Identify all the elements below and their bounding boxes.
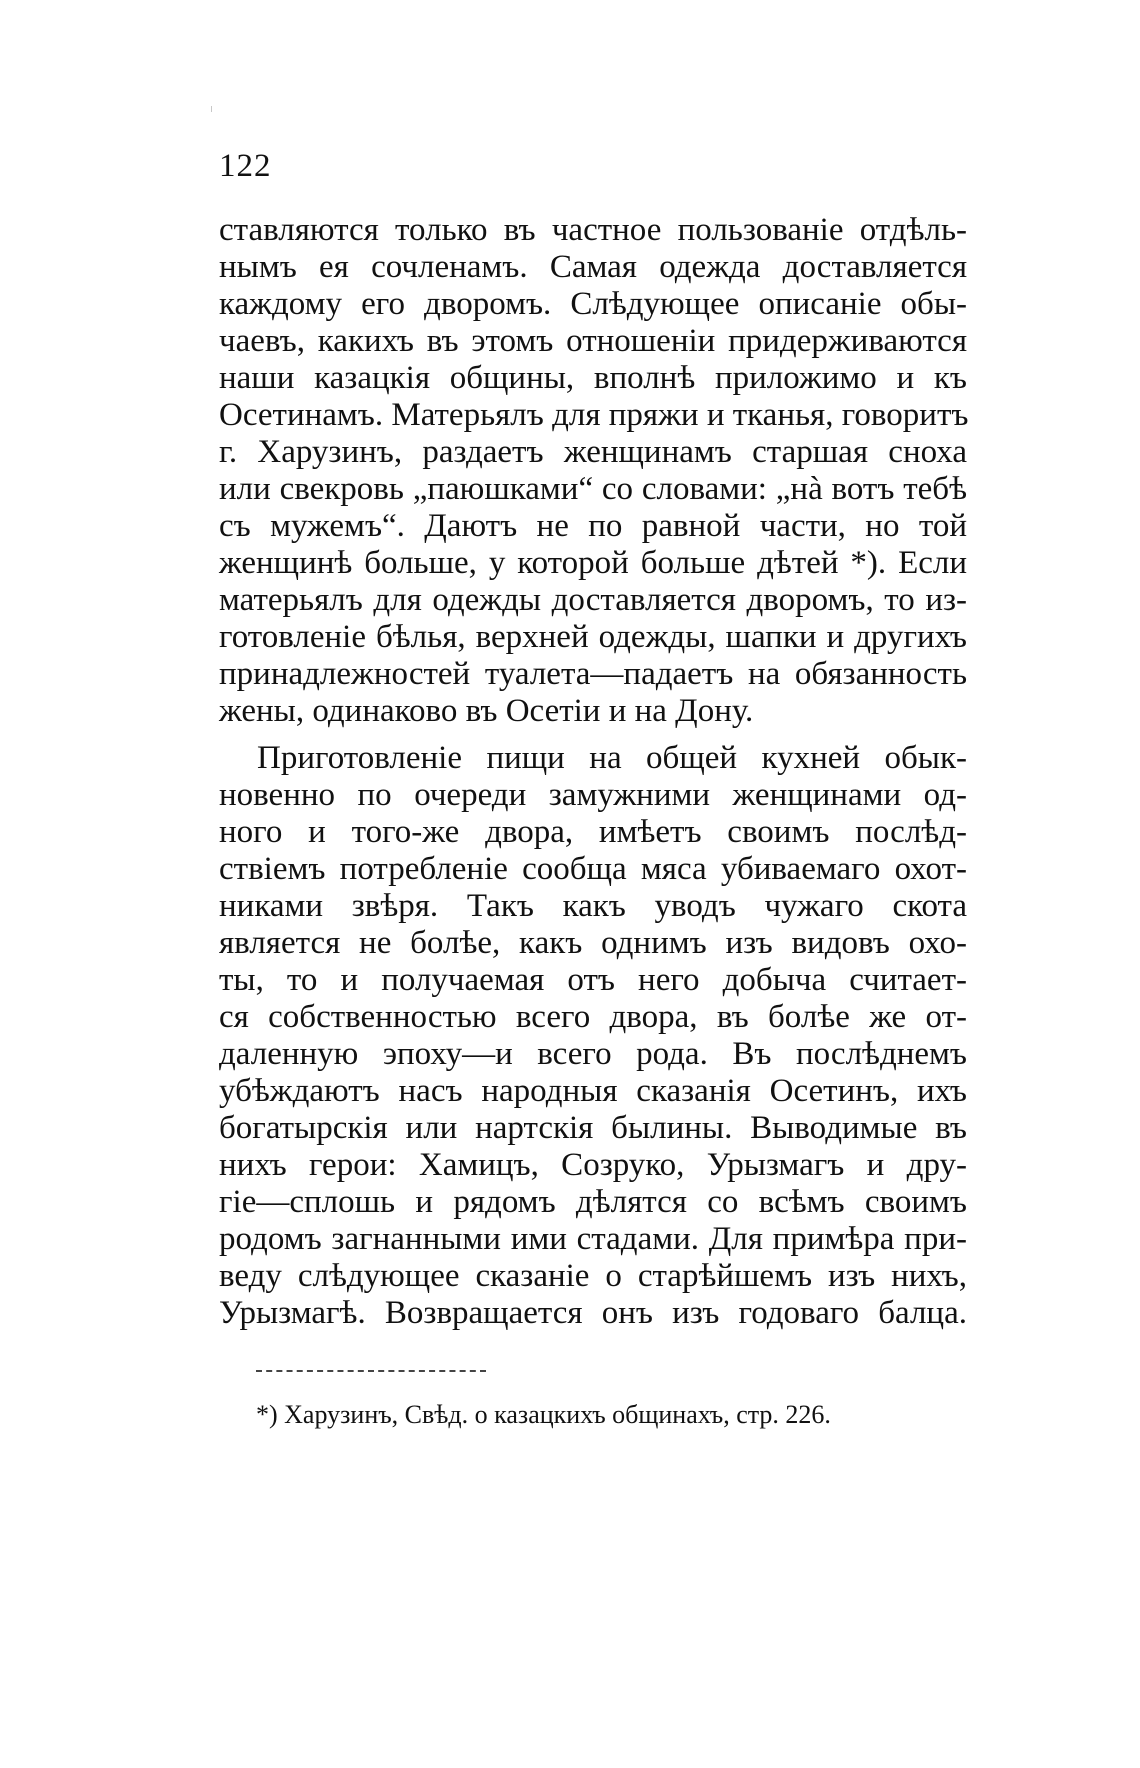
paragraph-1 bbox=[219, 212, 967, 730]
text-line: ставляются только въ частное пользованіе отдѣль- bbox=[219, 212, 967, 248]
text-line: или свекровь „паюшками“ со словами: „нà вотъ тебѣ bbox=[219, 471, 967, 507]
text-line: женщинѣ больше, у которой больше дѣтей *). Если bbox=[219, 545, 967, 581]
text-line: даленную эпоху—и всего рода. Въ послѣднемъ bbox=[219, 1036, 967, 1072]
text-line: принадлежностей туалета—падаетъ на обязанность bbox=[219, 656, 967, 692]
text-line: ного и того-же двора, имѣетъ своимъ послѣд- bbox=[219, 814, 967, 850]
page-number: 122 bbox=[219, 148, 272, 184]
text-line: ты, то и получаемая отъ него добыча считает- bbox=[219, 962, 967, 998]
text-line: никами звѣря. Такъ какъ уводъ чужаго скота bbox=[219, 888, 967, 924]
paragraph-gap bbox=[219, 730, 967, 740]
paragraph-2 bbox=[219, 740, 967, 1332]
text-line: Осетинамъ. Матерьялъ для пряжи и тканья, говоритъ bbox=[219, 397, 969, 433]
text-line: Урызмагѣ. Возвращается онъ изъ годоваго балца. bbox=[219, 1295, 967, 1331]
text-line: нымъ ея сочленамъ. Самая одежда доставляется bbox=[219, 249, 967, 285]
scan-mark bbox=[211, 106, 212, 112]
text-line: Приготовленіе пищи на общей кухней обык- bbox=[257, 740, 967, 776]
footnote: *) Харузинъ, Свѣд. о казацкихъ общинахъ, стр. 226. bbox=[256, 1400, 831, 1429]
text-line: ствіемъ потребленіе сообща мяса убиваемаго охот- bbox=[219, 851, 967, 887]
text-line: наши казацкія общины, вполнѣ приложимо и къ bbox=[219, 360, 967, 396]
text-line: ся собственностью всего двора, въ болѣе же от- bbox=[219, 999, 967, 1035]
text-line: является не болѣе, какъ однимъ изъ видовъ охо- bbox=[219, 925, 967, 961]
text-line: убѣждаютъ насъ народныя сказанія Осетинъ, ихъ bbox=[219, 1073, 967, 1109]
text-line: гіе—сплошь и рядомъ дѣлятся со всѣмъ своимъ bbox=[219, 1184, 967, 1220]
text-line: новенно по очереди замужними женщинами од- bbox=[219, 777, 967, 813]
text-line: жены, одинаково въ Осетіи и на Дону. bbox=[219, 693, 754, 729]
text-line: готовленіе бѣлья, верхней одежды, шапки и другихъ bbox=[219, 619, 967, 655]
text-line: родомъ загнанными ими стадами. Для примѣра при- bbox=[219, 1221, 967, 1257]
text-line: г. Харузинъ, раздаетъ женщинамъ старшая сноха bbox=[219, 434, 967, 470]
body-text bbox=[219, 212, 967, 1332]
text-line: веду слѣдующее сказаніе о старѣйшемъ изъ нихъ, bbox=[219, 1258, 967, 1294]
text-line: каждому его дворомъ. Слѣдующее описаніе обы- bbox=[219, 286, 967, 322]
footnote-separator bbox=[256, 1370, 486, 1372]
text-line: богатырскія или нартскія былины. Выводимые въ bbox=[219, 1110, 967, 1146]
text-line: нихъ герои: Хамицъ, Созруко, Урызмагъ и дру- bbox=[219, 1147, 967, 1183]
text-line: чаевъ, какихъ въ этомъ отношеніи придерживаются bbox=[219, 323, 967, 359]
text-line: съ мужемъ“. Даютъ не по равной части, но той bbox=[219, 508, 967, 544]
text-line: матерьялъ для одежды доставляется дворомъ, то из- bbox=[219, 582, 967, 618]
